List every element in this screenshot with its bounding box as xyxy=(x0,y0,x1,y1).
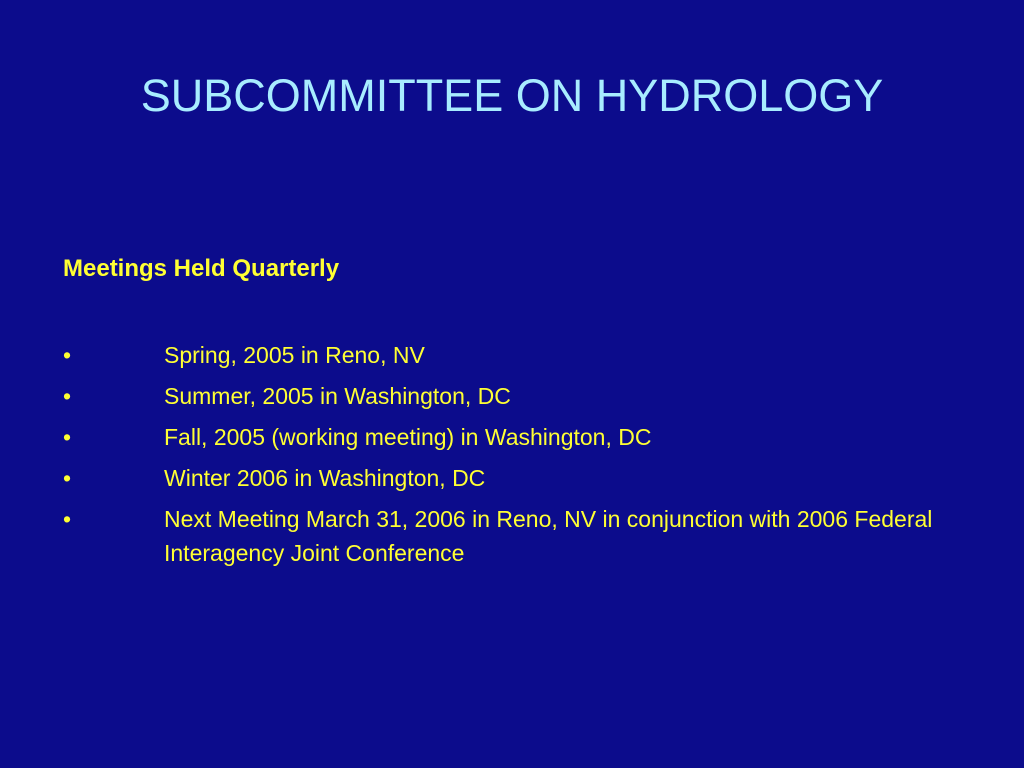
slide-title: SUBCOMMITTEE ON HYDROLOGY xyxy=(140,70,884,121)
bullet-icon: • xyxy=(63,465,72,491)
list-item-text: Next Meeting March 31, 2006 in Reno, NV in conjunction with 2006 Federal Interagency Joint Conference xyxy=(164,506,933,566)
list-item xyxy=(63,338,963,372)
list-item-text: Fall, 2005 (working meeting) in Washington, DC xyxy=(164,424,652,450)
list-item xyxy=(63,420,963,454)
section-heading: Meetings Held Quarterly xyxy=(63,255,340,282)
list-item-text: Winter 2006 in Washington, DC xyxy=(164,465,486,491)
bullet-icon: • xyxy=(63,506,72,532)
bullet-icon: • xyxy=(63,383,72,409)
list-item-text: Summer, 2005 in Washington, DC xyxy=(164,383,511,409)
list-item-text: Spring, 2005 in Reno, NV xyxy=(164,342,425,368)
bullet-icon: • xyxy=(63,342,72,368)
list-item xyxy=(63,379,963,413)
bullet-icon: • xyxy=(63,424,72,450)
list-item xyxy=(63,502,963,570)
meeting-list xyxy=(63,338,963,577)
list-item xyxy=(63,461,963,495)
